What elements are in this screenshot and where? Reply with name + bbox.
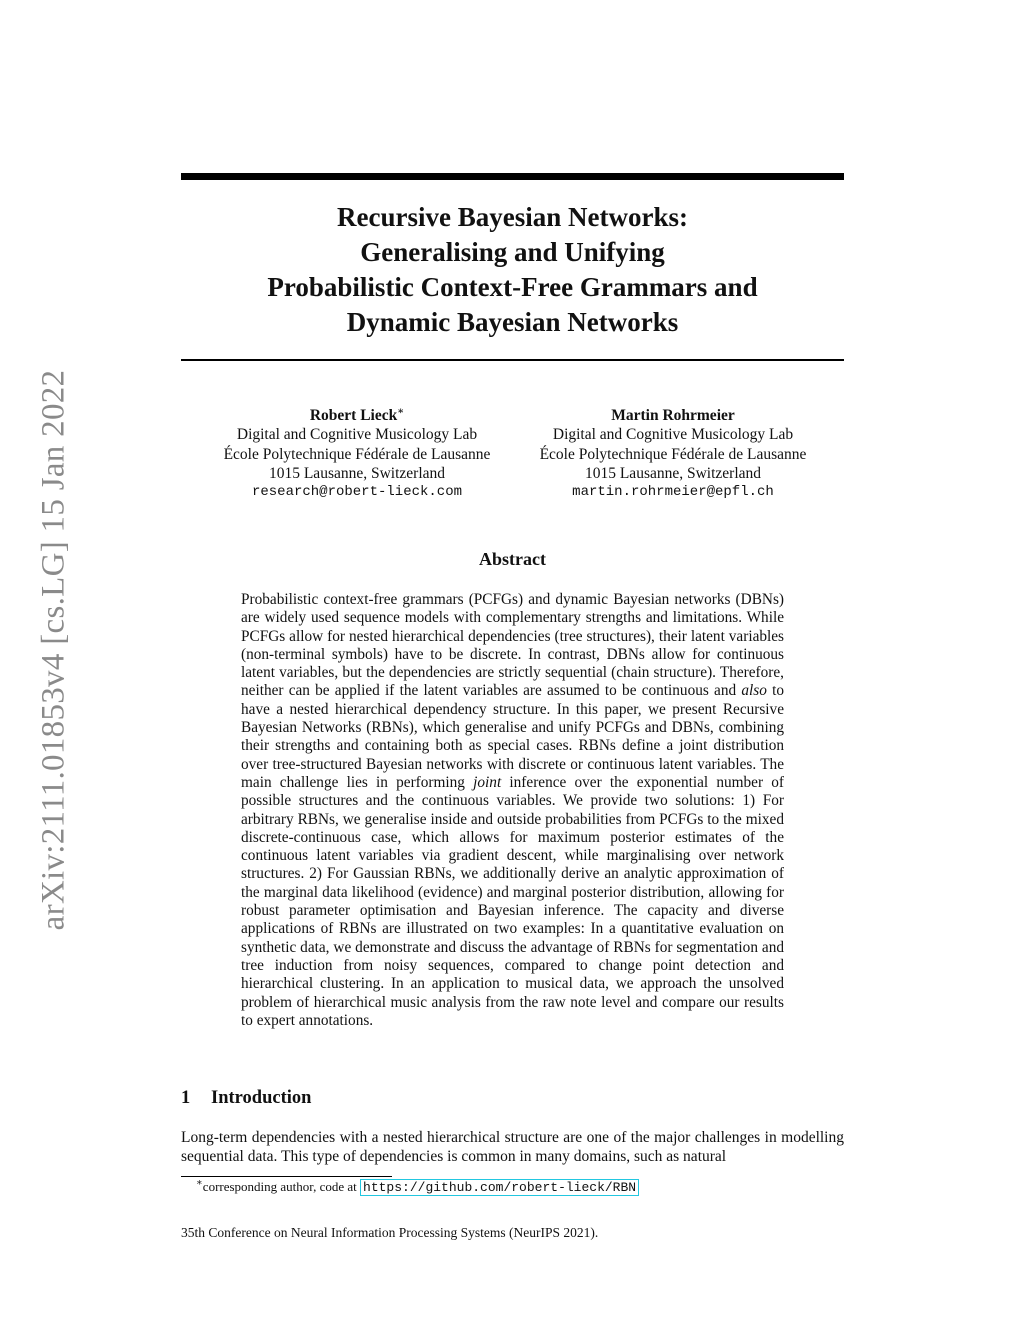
footnote-marker[interactable]: ∗ <box>397 405 405 417</box>
author-institution: École Polytechnique Fédérale de Lausanne <box>223 445 491 463</box>
introduction-paragraph: Long-term dependencies with a nested hierarchical structure are one of the major challenges in modelling sequential data. This type of dependencies is common in many domains, such as natural <box>181 1129 844 1165</box>
section-number: 1 <box>181 1088 191 1108</box>
abstract-body: Probabilistic context-free grammars (PCFGs) and dynamic Bayesian networks (DBNs) are widely used sequence models with complementary strengths and limitations. While PCFGs allow for nested hierarchical dependencies (tree structures), their latent variables (non-terminal symbols) have to be discrete. In contrast, DBNs allow for continuous latent variables, but the dependencies are strictly sequential (chain structure). Therefore, neither can be applied if the latent variables are assumed to be continuous and also to have a nested hierarchical dependency structure. In this paper, we present Recursive Bayesian Networks (RBNs), which generalise and unify PCFGs and DBNs, combining their strengths and containing both as special cases. RBNs define a joint distribution over tree-structured Bayesian networks with discrete or continuous latent variables. The main challenge lies in performing joint inference over the exponential number of possible structures and the continuous variables. We provide two solutions: 1) For arbitrary RBNs, we generalise inside and outside probabilities from PCFGs to the mixed discrete-continuous case, which allows for maximum posterior estimates of the continuous latent variables via gradient descent, while marginalising over network structures. 2) For Gaussian RBNs, we additionally derive an analytic approximation of the marginal data likelihood (evidence) and marginal posterior distribution, allowing for robust parameter optimisation and Bayesian inference. The capacity and diverse applications of RBNs are illustrated on two examples: In a quantitative evaluation on synthetic data, we demonstrate and discuss the advantage of RBNs for segmentation and tree induction from noisy sequences, compared to change point detection and hierarchical clustering. In an application to musical data, we approach the unsolved problem of hierarchical music analysis from the raw note level and compare our results to expert annotations. <box>241 591 785 1029</box>
author-institution: École Polytechnique Fédérale de Lausanne <box>539 445 807 463</box>
author-address: 1015 Lausanne, Switzerland <box>268 464 446 482</box>
title-bottom-rule <box>181 359 844 361</box>
footnote <box>196 1178 639 1196</box>
author-email[interactable]: martin.rohrmeier@epfl.ch <box>572 484 774 501</box>
title-line: Generalising and Unifying <box>360 237 665 267</box>
conference-venue: 35th Conference on Neural Information Processing Systems (NeurIPS 2021). <box>181 1225 599 1240</box>
abstract-heading: Abstract <box>479 549 546 569</box>
arxiv-identifier-stamp: arXiv:2111.01853v4 [cs.LG] 15 Jan 2022 <box>35 369 72 931</box>
footnote-mark: ∗ <box>196 1177 203 1189</box>
author-lab: Digital and Cognitive Musicology Lab <box>552 426 794 444</box>
title-line: Probabilistic Context-Free Grammars and <box>267 272 758 302</box>
paper-title <box>181 200 844 340</box>
code-repository-link[interactable]: https://github.com/robert-lieck/RBN <box>360 1179 639 1196</box>
footnote-text: corresponding author, code at <box>202 1179 357 1194</box>
author-email[interactable]: research@robert-lieck.com <box>251 484 463 501</box>
author-lab: Digital and Cognitive Musicology Lab <box>236 426 478 444</box>
footnote-rule <box>181 1176 392 1177</box>
section-title: Introduction <box>211 1088 312 1108</box>
title-line: Dynamic Bayesian Networks <box>346 307 679 337</box>
author-name: Robert Lieck∗ <box>309 405 405 424</box>
section-heading-introduction <box>181 1088 311 1109</box>
author-block-rohrmeier <box>513 406 833 502</box>
author-name: Martin Rohrmeier <box>611 407 735 424</box>
author-block-lieck <box>197 406 517 502</box>
title-top-rule <box>181 173 844 180</box>
author-address: 1015 Lausanne, Switzerland <box>584 464 762 482</box>
title-line: Recursive Bayesian Networks: <box>337 202 688 232</box>
